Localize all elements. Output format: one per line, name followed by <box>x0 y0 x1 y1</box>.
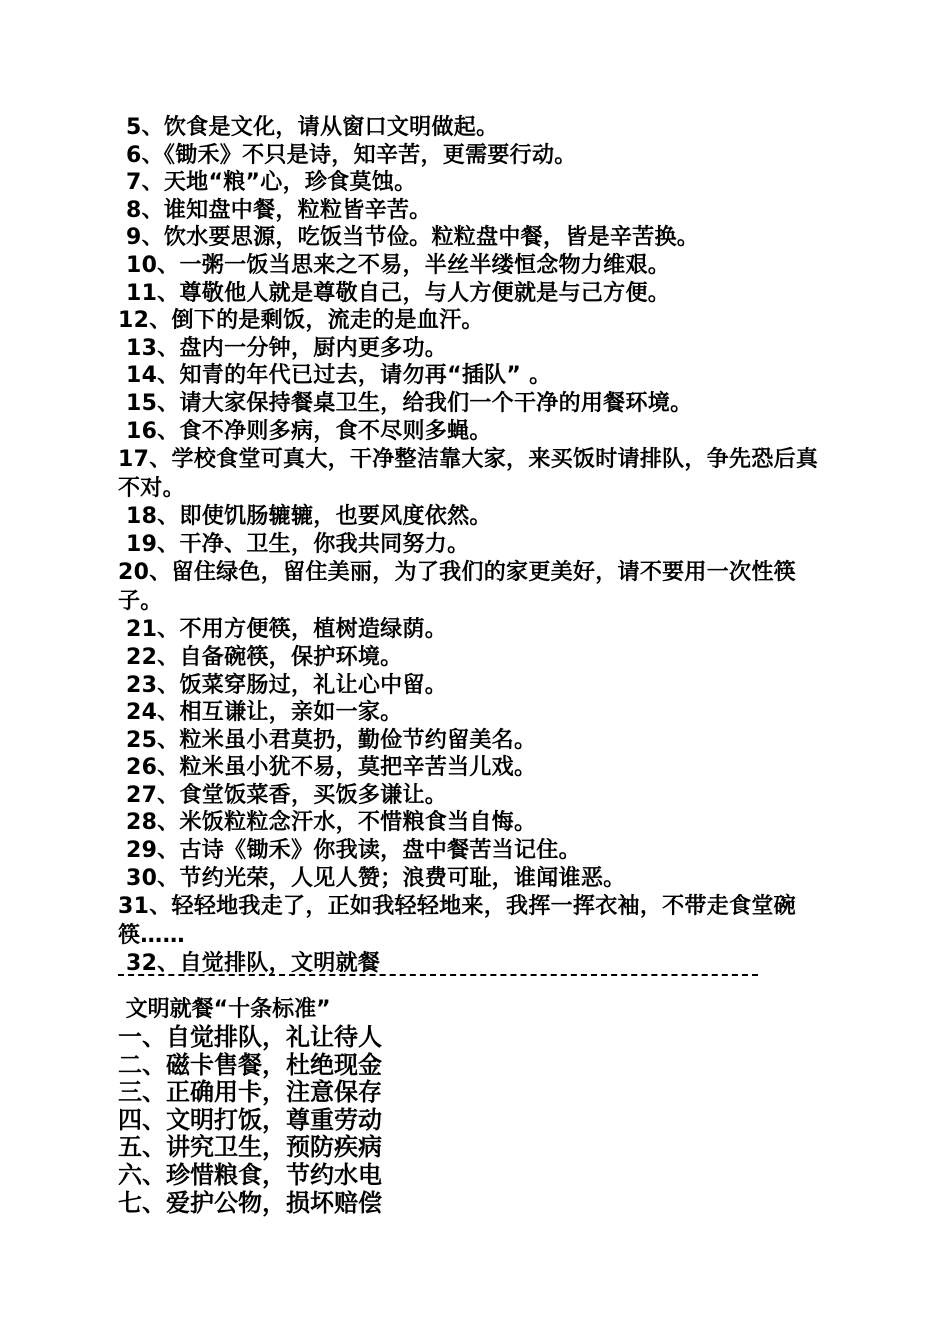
slogan-item: 19、干净、卫生，你我共同努力。 <box>118 531 470 557</box>
slogan-item: 32、自觉排队，文明就餐 <box>118 951 381 977</box>
slogan-item: 29、古诗《锄禾》你我读，盘中餐苦当记住。 <box>118 838 581 864</box>
slogan-item: 7、天地“粮”心，珍食莫蚀。 <box>118 170 417 196</box>
slogan-item: 27、食堂饭菜香，买饭多谦让。 <box>118 782 448 808</box>
slogan-item: 13、盘内一分钟，厨内更多功。 <box>118 335 448 361</box>
standard-item: 二、磁卡售餐，杜绝现金 <box>118 1050 382 1079</box>
slogan-item: 9、饮水要思源，吃饭当节俭。粒粒盘中餐，皆是辛苦换。 <box>118 225 700 251</box>
standards-title: 文明就餐“十条标准” <box>118 997 331 1022</box>
standard-item: 六、珍惜粮食，节约水电 <box>118 1160 382 1189</box>
slogan-item: 18、即使饥肠辘辘，也要风度依然。 <box>118 504 492 530</box>
slogan-item: 30、节约光荣，人见人赞；浪费可耻，谁闻谁恶。 <box>118 865 626 891</box>
standard-item: 七、爱护公物，损坏赔偿 <box>118 1188 382 1217</box>
dining-standards <box>118 996 718 1217</box>
standard-item: 四、文明打饭，尊重劳动 <box>118 1105 382 1134</box>
slogan-item: 10、一粥一饭当思来之不易，半丝半缕恒念物力维艰。 <box>118 252 671 278</box>
slogan-item: 17、学校食堂可真大，干净整洁靠大家，来买饭时请排队，争先恐后真不对。 <box>118 447 819 502</box>
standard-item: 三、正确用卡，注意保存 <box>118 1078 382 1107</box>
slogan-item: 11、尊敬他人就是尊敬自己，与人方便就是与己方便。 <box>118 280 671 306</box>
slogan-item: 20、留住绿色，留住美丽，为了我们的家更美好，请不要用一次性筷子。 <box>118 560 796 615</box>
slogan-item: 31、轻轻地我走了，正如我轻轻地来，我挥一挥衣袖，不带走食堂碗筷…… <box>118 894 796 949</box>
slogan-item: 15、请大家保持餐桌卫生，给我们一个干净的用餐环境。 <box>118 390 693 416</box>
slogan-item: 25、粒米虽小君莫扔，勤俭节约留美名。 <box>118 727 537 753</box>
slogan-item: 21、不用方便筷，植树造绿荫。 <box>118 617 448 643</box>
slogan-item: 8、谁知盘中餐，粒粒皆辛苦。 <box>118 197 432 223</box>
slogan-item: 26、粒米虽小犹不易，莫把辛苦当儿戏。 <box>118 755 537 781</box>
slogan-item: 5、饮食是文化，请从窗口文明做起。 <box>118 115 499 140</box>
slogan-list <box>118 114 838 978</box>
slogan-item: 12、倒下的是剩饭，流走的是血汗。 <box>118 308 484 334</box>
slogan-item: 16、食不净则多病，食不尽则多蝇。 <box>118 418 492 444</box>
slogan-item: 22、自备碗筷，保护环境。 <box>118 644 403 670</box>
slogan-item: 23、饭菜穿肠过，礼让心中留。 <box>118 672 448 698</box>
section-divider <box>118 974 758 976</box>
slogan-item: 24、相互谦让，亲如一家。 <box>118 700 403 726</box>
standard-item: 一、自觉排队，礼让待人 <box>118 1023 382 1051</box>
slogan-item: 28、米饭粒粒念汗水，不惜粮食当自悔。 <box>118 810 537 836</box>
slogan-item: 6、《锄禾》不只是诗，知辛苦，更需要行动。 <box>118 142 577 168</box>
slogan-item: 14、知青的年代已过去，请勿再“插队” 。 <box>118 363 552 389</box>
standard-item: 五、讲究卫生，预防疾病 <box>118 1133 382 1162</box>
